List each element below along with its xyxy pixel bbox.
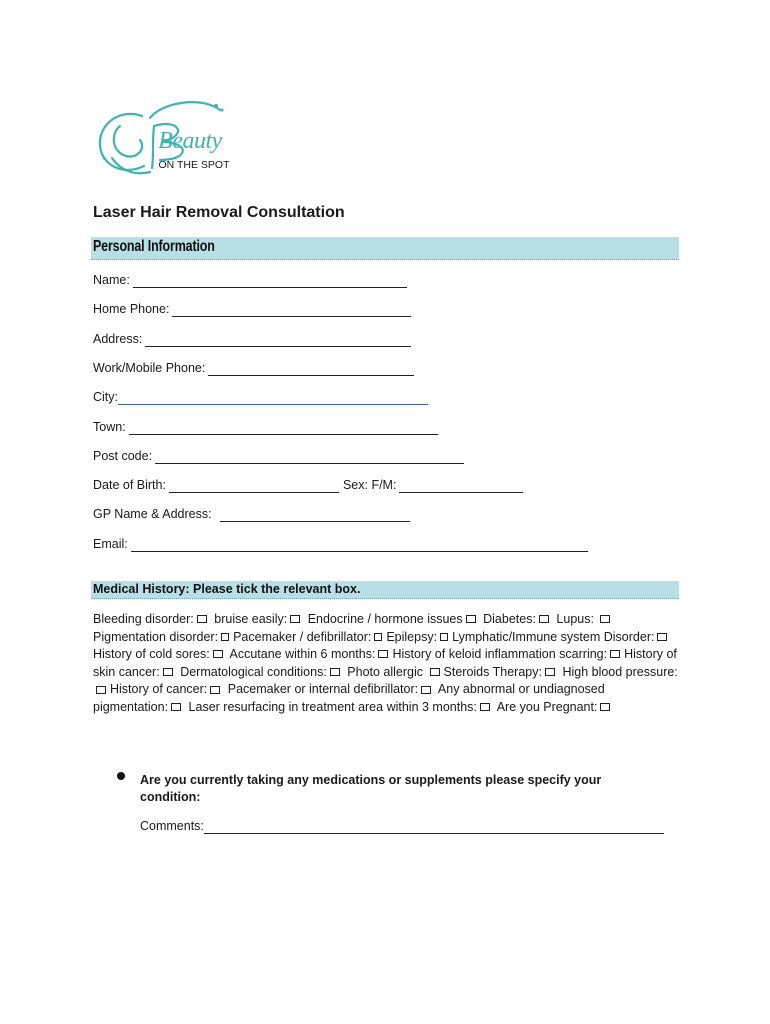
internal-pacemaker-label: Pacemaker or internal defibrillator: <box>227 682 419 697</box>
keloid-label: History of keloid inflammation scarring: <box>392 647 608 662</box>
personal-info-heading: Personal Information <box>93 238 215 255</box>
town-label: Town: <box>93 420 126 434</box>
comments-input-line[interactable] <box>204 821 664 834</box>
lupus-checkbox[interactable] <box>600 615 610 623</box>
blood-pressure-checkbox[interactable] <box>96 686 106 694</box>
town-input-line[interactable] <box>129 422 438 435</box>
post-code-input-line[interactable] <box>155 451 464 464</box>
lupus-label: Lupus: <box>556 612 594 626</box>
name-field <box>93 272 407 288</box>
lymphatic-checkbox[interactable] <box>657 633 667 641</box>
sex-label: Sex: F/M: <box>342 478 397 492</box>
bruise-checkbox[interactable] <box>290 615 300 623</box>
abnormal-pigmentation-checkbox[interactable] <box>171 703 181 711</box>
home-phone-field <box>93 301 411 317</box>
comments-field <box>140 818 664 834</box>
accutane-checkbox[interactable] <box>378 650 388 658</box>
blood-pressure-label: High blood pressure: <box>562 664 678 679</box>
email-label: Email: <box>93 537 128 551</box>
gp-label: GP Name & Address: <box>93 507 212 521</box>
cancer-checkbox[interactable] <box>210 686 220 694</box>
photo-allergic-checkbox[interactable] <box>430 668 440 676</box>
post-code-field <box>93 448 464 464</box>
bleeding-label: Bleeding disorder: <box>93 612 194 626</box>
sex-input-line[interactable] <box>399 480 523 493</box>
beauty-on-the-spot-logo <box>90 96 255 184</box>
work-phone-label: Work/Mobile Phone: <box>93 361 206 375</box>
skin-cancer-checkbox[interactable] <box>163 668 173 676</box>
home-phone-input-line[interactable] <box>172 304 411 317</box>
pacemaker-checkbox[interactable] <box>374 633 382 641</box>
home-phone-label: Home Phone: <box>93 302 170 316</box>
steroids-label: Steroids Therapy: <box>443 664 542 679</box>
pregnant-label: Are you Pregnant: <box>496 699 598 714</box>
city-field <box>93 389 428 405</box>
epilepsy-label: Epilepsy: <box>386 629 438 644</box>
cancer-label: History of cancer: <box>110 682 208 697</box>
name-label: Name: <box>93 273 130 287</box>
brand-main-text: Beauty <box>158 128 222 154</box>
abnormal-pigmentation-label: Any abnormal or undiagnosed pigmentation: <box>93 682 605 714</box>
address-input-line[interactable] <box>145 334 411 347</box>
address-label: Address: <box>93 332 143 346</box>
document-title: Laser Hair Removal Consultation <box>93 204 345 221</box>
post-code-label: Post code: <box>93 449 153 463</box>
pigmentation-label: Pigmentation disorder: <box>93 629 219 644</box>
diabetes-label: Diabetes: <box>483 612 536 626</box>
city-label: City: <box>93 390 118 404</box>
brand-sub-text: ON THE SPOT <box>158 159 230 171</box>
endocrine-label: Endocrine / hormone issues <box>307 612 463 626</box>
brand-logo <box>90 96 255 184</box>
diabetes-checkbox[interactable] <box>539 615 549 623</box>
skin-cancer-label: History of skin cancer: <box>93 647 677 679</box>
gp-input-line[interactable] <box>220 509 410 522</box>
medical-history-heading: Medical History: Please tick the relevant box. <box>93 582 361 596</box>
work-phone-input-line[interactable] <box>208 363 414 376</box>
bleeding-checkbox[interactable] <box>197 615 207 623</box>
personal-info-heading-bar <box>91 237 679 260</box>
bruise-label: bruise easily: <box>214 612 288 626</box>
medical-history-heading-bar <box>91 581 679 599</box>
pregnant-checkbox[interactable] <box>600 703 610 711</box>
medications-question: Are you currently taking any medications or supplements please specify your condition: <box>140 773 602 804</box>
pigmentation-checkbox[interactable] <box>221 633 229 641</box>
dermatological-checkbox[interactable] <box>330 668 340 676</box>
pacemaker-label: Pacemaker / defibrillator: <box>233 629 372 644</box>
cold-sores-checkbox[interactable] <box>213 650 223 658</box>
address-field <box>93 331 411 347</box>
cold-sores-label: History of cold sores: <box>93 647 210 662</box>
dob-label: Date of Birth: <box>93 478 166 492</box>
dob-input-line[interactable] <box>169 480 339 493</box>
internal-pacemaker-checkbox[interactable] <box>421 686 431 694</box>
city-input-line[interactable] <box>118 392 428 405</box>
bullet-icon <box>117 772 125 780</box>
dermatological-label: Dermatological conditions: <box>180 664 327 679</box>
lymphatic-label: Lymphatic/Immune system Disorder: <box>452 629 655 644</box>
name-input-line[interactable] <box>133 275 407 288</box>
email-input-line[interactable] <box>131 539 588 552</box>
accutane-label: Accutane within 6 months: <box>229 647 376 662</box>
dob-sex-field <box>93 477 523 493</box>
town-field <box>93 419 438 435</box>
photo-allergic-label: Photo allergic <box>347 664 424 679</box>
epilepsy-checkbox[interactable] <box>440 633 448 641</box>
medical-history-checklist <box>93 611 683 717</box>
work-phone-field <box>93 360 414 376</box>
comments-label: Comments: <box>140 819 204 833</box>
laser-resurfacing-checkbox[interactable] <box>480 703 490 711</box>
keloid-checkbox[interactable] <box>610 650 620 658</box>
gp-field <box>93 506 410 522</box>
laser-resurfacing-label: Laser resurfacing in treatment area within 3 months: <box>188 699 477 714</box>
endocrine-checkbox[interactable] <box>466 615 476 623</box>
email-field <box>93 536 588 552</box>
steroids-checkbox[interactable] <box>545 668 555 676</box>
